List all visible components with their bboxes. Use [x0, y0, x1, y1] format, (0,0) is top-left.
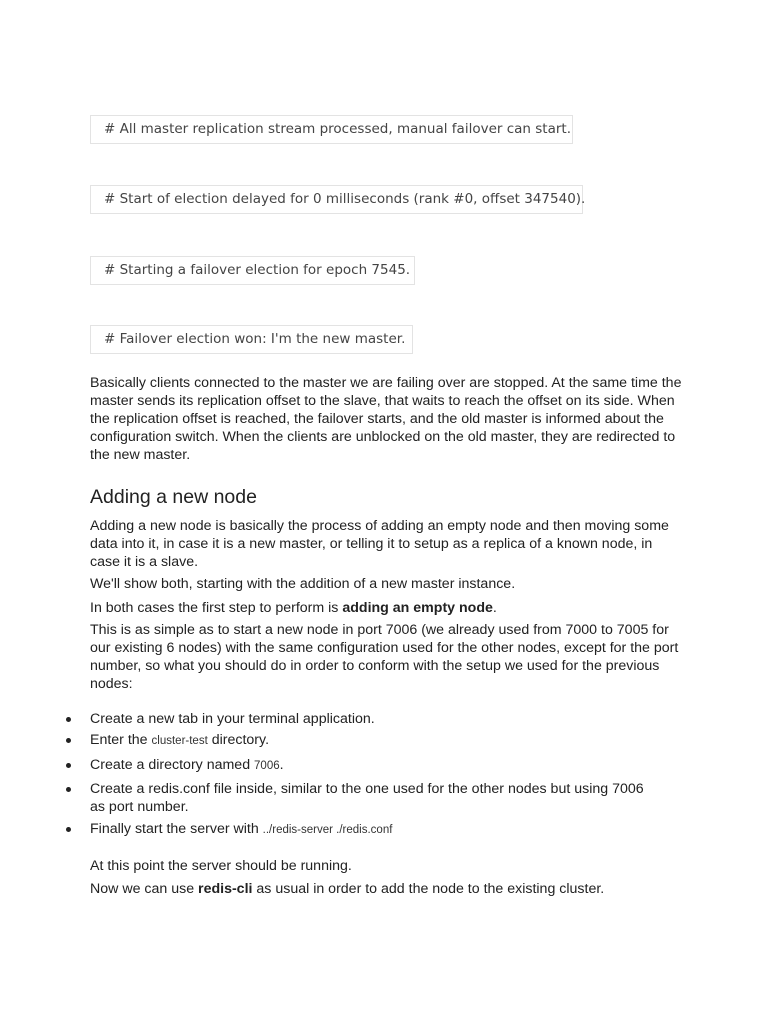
list-item-text: Finally start the server with	[90, 821, 263, 837]
inline-code: cluster-test	[151, 735, 208, 747]
list-item-text: Create a new tab in your terminal application.	[90, 711, 375, 727]
log-line-text: # Failover election won: I'm the new master.	[104, 331, 406, 347]
outro-paragraph-2	[90, 880, 690, 898]
bold-text: redis-cli	[198, 881, 253, 897]
inline-code: 7006	[254, 760, 280, 772]
bold-text: adding an empty node	[342, 600, 493, 616]
log-line-1	[90, 115, 573, 144]
bullet-icon	[66, 717, 71, 722]
section-heading: Adding a new node	[90, 486, 257, 508]
outro-paragraph-1: At this point the server should be running.	[90, 858, 352, 874]
list-item-text: Create a redis.conf file inside, similar to the one used for the other nodes but using 7006 as port number.	[90, 781, 644, 815]
log-line-2	[90, 185, 586, 214]
list-item-text: .	[279, 757, 284, 773]
log-line-3	[90, 256, 415, 285]
intro-paragraph: Basically clients connected to the master we are failing over are stopped. At the same time the master sends its replication offset to the slave, that waits to reach the offset on its side. When the replication offset is reached, the failover starts, and the old master is informed about the configuration switch. When the clients are unblocked on the old master, they are redirected to the new master.	[90, 375, 682, 463]
bullet-icon	[66, 763, 71, 768]
inline-code: ../redis-server ./redis.conf	[262, 824, 393, 836]
list-item	[0, 780, 650, 816]
section-paragraph-3	[90, 599, 690, 617]
text-run: Now we can use	[90, 881, 199, 897]
bullet-icon	[66, 738, 71, 743]
text-run: In both cases the first step to perform is	[90, 600, 343, 616]
list-item-text: Enter the	[90, 732, 152, 748]
log-line-text: # Starting a failover election for epoch 7545.	[104, 262, 411, 278]
steps-list	[0, 710, 700, 839]
bullet-icon	[66, 787, 71, 792]
log-line-text: # Start of election delayed for 0 milliseconds (rank #0, offset 347540).	[104, 191, 586, 207]
section-paragraph-1: Adding a new node is basically the process of adding an empty node and then moving some data into it, in case it is a new master, or telling it to setup as a replica of a known node, in case it is a slave.	[90, 518, 669, 570]
section-paragraph-4: This is as simple as to start a new node in port 7006 (we already used from 7000 to 7005 for our existing 6 nodes) with the same configuration used for the other nodes, except for the port number, so what you should do in order to conform with the setup we used for the previous nodes:	[90, 622, 679, 692]
text-run: .	[492, 600, 497, 616]
text-run: as usual in order to add the node to the existing cluster.	[252, 881, 605, 897]
section-paragraph-2: We'll show both, starting with the addition of a new master instance.	[90, 576, 516, 592]
bullet-icon	[66, 827, 71, 832]
list-item	[0, 710, 650, 728]
log-line-4	[90, 325, 413, 354]
list-item-text: Create a directory named	[90, 757, 255, 773]
list-item-text: directory.	[207, 732, 270, 748]
list-item	[0, 820, 650, 839]
log-line-text: # All master replication stream processed, manual failover can start.	[104, 121, 571, 137]
list-item	[0, 731, 650, 750]
list-item	[0, 756, 650, 775]
